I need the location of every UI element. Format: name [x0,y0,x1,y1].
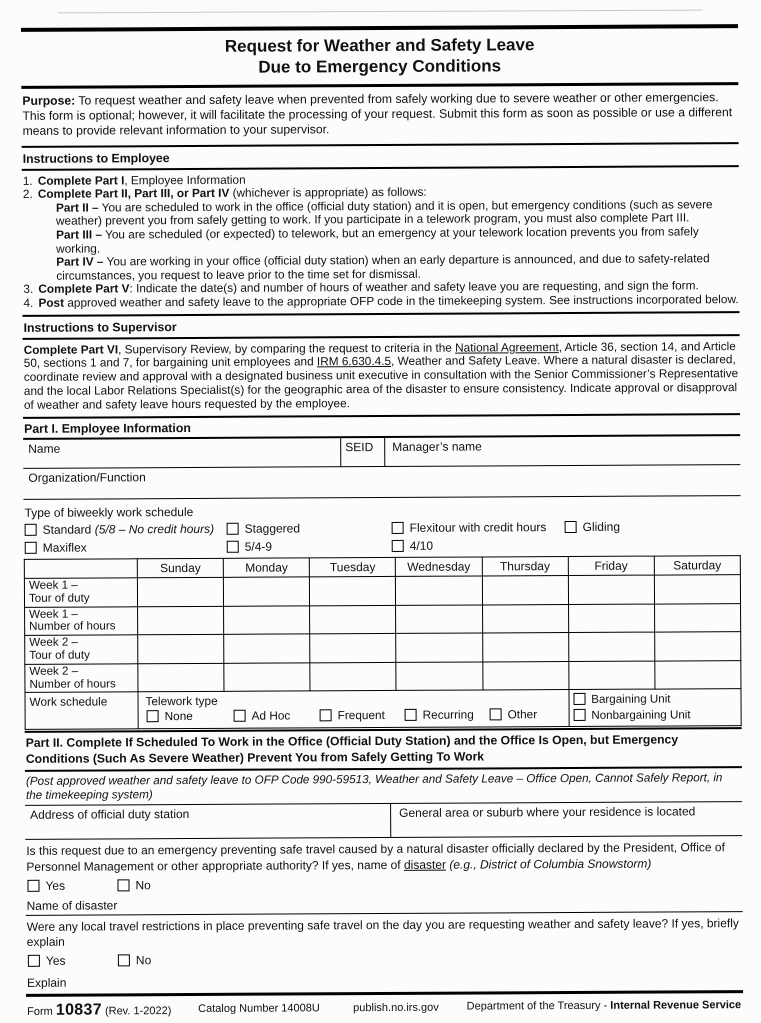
schedule-cell[interactable] [138,663,224,692]
purpose-text: To request weather and safety leave when prevented from safely working due to severe weather or other emergencies. This form is optional; however, it will facilitate the processing of your request. Submit this form as soon as possible or use a different means to provide relevant information to your supervisor. [22,90,733,139]
schedule-cell[interactable] [310,662,396,691]
schedule-option-flexitour [392,520,547,535]
managers-name-label: Manager’s name [392,439,482,455]
corner-cell [24,559,137,579]
standard-checkbox[interactable] [25,524,37,536]
disaster-example: (e.g., District of Columbia Snowstorm) [445,856,652,872]
schedule-cell[interactable] [224,663,310,692]
schedule-option-gliding [565,520,620,534]
item-bold: Part IV – [56,254,104,269]
work-schedule-row [25,689,741,730]
travel-restrictions-question: Were any local travel restrictions in place preventing safe travel on the day you are requesting weather and safety leave? If yes, briefly explain [26,915,739,949]
telework-none-checkbox[interactable] [147,711,159,723]
duty-station-address-label: Address of official duty station [30,807,190,823]
bargaining-unit-option [573,692,736,709]
bargaining-unit-cell [569,689,741,727]
schedule-cell[interactable] [224,577,310,606]
item-number: 4. [23,295,34,310]
item-bold: Complete Part I [37,172,125,188]
department-label: Department of the Treasury - [466,1000,611,1013]
schedule-option-standard [25,522,215,537]
item-bold: Part III – [56,227,103,242]
schedule-cell[interactable] [224,634,310,663]
five-four-nine-label: 5/4-9 [244,539,273,554]
part1-identity-row [23,436,740,469]
day-header: Thursday [482,557,568,576]
schedule-cell[interactable] [655,632,741,661]
supervisor-text: , Weather and Safety Leave. Where a natural disaster is declared, coordinate review and approval with a designated business unit executive in consultation with the Senior Commissioner’s Representative and the local Labor Relations Specialist(s) for the geographic area of the disaster to ensure consistency. Indicate approval or disapproval of weather and safety leave hours requested by the employee. [23,352,739,413]
item-text: approved weather and safety leave to the appropriate OFP code in the timekeeping system. See instructions incorporated below. [63,292,739,310]
schedule-option-4-10 [392,539,433,553]
row-label-line: Week 1 – [29,607,78,621]
telework-frequent-checkbox[interactable] [320,710,332,722]
seid-field[interactable] [341,438,385,466]
row-label-line: Week 1 – [28,578,78,592]
telework-other-label: Other [507,707,538,722]
travel-restrictions-yes-no [26,950,743,972]
supervisor-instructions [23,336,740,419]
item-number: 3. [23,282,34,297]
residence-area-field[interactable] [391,803,742,838]
gliding-checkbox[interactable] [565,521,577,533]
item-number: 2. [22,187,33,202]
day-header: Tuesday [310,558,396,577]
form-revision: (Rev. 1-2022) [101,1005,172,1018]
agency-label: Internal Revenue Service [610,999,742,1013]
standard-note: (5/8 – No credit hours) [94,521,215,537]
row-label-line: Week 2 – [29,635,79,650]
schedule-cell[interactable] [137,577,223,606]
schedule-cell[interactable] [396,633,482,662]
telework-option-recurring [405,708,474,722]
schedule-cell[interactable] [224,606,310,635]
supervisor-text: , Supervisory Review, by comparing the request to criteria in the [118,340,456,356]
schedule-cell[interactable] [654,575,740,604]
item-bold: Complete Part V [38,281,130,297]
yes-label: Yes [45,953,66,969]
telework-adhoc-label: Ad Hoc [251,708,291,724]
disaster-underline: disaster [403,857,447,872]
schedule-option-maxiflex [25,541,87,555]
disaster-question [25,837,742,875]
purpose-paragraph [21,85,738,147]
supervisor-instructions-heading: Instructions to Supervisor [23,313,740,340]
table-row [24,575,740,607]
telework-other-checkbox[interactable] [490,709,502,721]
maxiflex-checkbox[interactable] [25,542,37,554]
national-agreement-reference: National Agreement [455,339,559,355]
item-number: 1. [22,173,33,188]
disaster-no-checkbox[interactable] [117,879,129,891]
table-row [25,660,741,692]
telework-option-other [490,708,538,722]
form-footer [26,990,743,1020]
schedule-cell[interactable] [654,603,740,632]
schedule-type-options [24,518,741,556]
schedule-cell[interactable] [482,576,568,605]
nonbargaining-unit-option [573,708,736,725]
row-label-line: Number of hours [29,677,116,691]
day-header: Saturday [654,556,740,575]
flexitour-label: Flexitour with credit hours [409,520,547,535]
telework-adhoc-checkbox[interactable] [234,710,246,722]
flexitour-checkbox[interactable] [392,522,404,534]
staggered-checkbox[interactable] [227,523,239,535]
maxiflex-label: Maxiflex [42,540,87,555]
row-label-week1-tour [24,578,137,607]
travel-yes-option [28,954,66,968]
work-schedule-label: Work schedule [25,692,138,730]
form-title-line1: Request for Weather and Safety Leave [224,35,535,56]
five-four-nine-checkbox[interactable] [227,541,239,553]
supervisor-bold: Complete Part VI [23,341,119,357]
day-header: Monday [223,558,309,577]
telework-recurring-checkbox[interactable] [405,709,417,721]
part2-address-row [25,803,742,841]
disaster-yes-checkbox[interactable] [27,880,39,892]
part1-heading: Part I. Employee Information [23,415,740,440]
schedule-cell[interactable] [482,661,568,690]
travel-yes-checkbox[interactable] [28,955,40,967]
disaster-yes-no [25,875,742,897]
item-text: , Employee Information [124,172,246,187]
item-text: You are scheduled to work in the office (official duty station) and it is open, but emergency conditions (such as severe weather) prevent you from safely getting to work. If you participate in a telework program, you must also complete Part III. [55,197,713,229]
item-bold: Post [38,295,65,310]
organization-function-field[interactable] [23,465,740,500]
instruction-item-4 [23,293,739,310]
supervisor-text: , Article 36, section 14, and Article 50, sections 1 and 7, for bargaining unit employees and [23,338,736,371]
gliding-label: Gliding [582,519,621,535]
form-word: Form [27,1005,56,1019]
four-ten-checkbox[interactable] [392,540,404,552]
schedule-cell[interactable] [568,604,654,633]
catalog-number: Catalog Number 14008U [198,1002,320,1016]
row-label-week2-tour [25,635,138,664]
telework-option-adhoc [234,709,291,723]
organization-function-label: Organization/Function [28,470,146,485]
schedule-type-label: Type of biweekly work schedule [24,505,194,520]
bargaining-unit-label: Bargaining Unit [591,692,671,707]
telework-frequent-label: Frequent [337,708,385,723]
table-row [25,603,741,635]
schedule-cell[interactable] [396,662,482,691]
duty-station-address-field[interactable] [25,804,391,839]
telework-none-label: None [164,709,193,724]
telework-type-label: Telework type [145,694,218,709]
telework-option-frequent [320,708,385,722]
biweekly-schedule-table [24,555,742,730]
name-label: Name [28,441,61,456]
form-number: 10837 [55,1001,102,1019]
purpose-label: Purpose: [22,93,76,108]
disaster-question-text: Is this request due to an emergency preventing safe travel caused by a natural disaster officially declared by the President, Office of Personnel Management or other appropriate authority? If yes, name of [26,840,725,874]
row-label-week1-hours [25,606,138,635]
department-line [467,999,742,1012]
schedule-cell[interactable] [310,577,396,606]
seid-label: SEID [345,440,374,455]
name-field[interactable] [23,438,341,468]
schedule-cell[interactable] [568,575,654,604]
name-of-disaster-label: Name of disaster [26,898,118,913]
item-bold: Part II – [55,200,99,215]
no-label: No [135,953,152,968]
form-title [21,24,738,89]
form-number-block [27,1001,171,1020]
part2-heading: Part II. Complete If Scheduled To Work in the Office (Official Duty Station) and the Office Is Open, but Emergency Conditions (Such As Severe Weather) Prevent You from Safely Getting To Work [25,728,742,772]
row-label-line: Tour of duty [29,648,90,662]
schedule-option-staggered [227,522,300,536]
row-label-line: Number of hours [29,619,116,634]
no-label: No [135,878,151,893]
scan-artifact-line [58,10,703,14]
irm-reference: IRM 6.630.4.5 [316,354,392,369]
item-text: You are working in your office (official duty station) when an early departure is announced, and due to safety-related circumstances, you request to leave prior to the time set for dismissal. [56,251,710,283]
standard-label: Standard [42,522,95,537]
schedule-cell[interactable] [138,635,224,664]
nonbargaining-unit-checkbox[interactable] [573,709,585,721]
publish-site: publish.no.irs.gov [353,1001,439,1015]
bargaining-unit-checkbox[interactable] [573,693,585,705]
schedule-cell[interactable] [310,605,396,634]
schedule-cell[interactable] [482,633,568,662]
telework-recurring-label: Recurring [422,707,474,723]
schedule-cell[interactable] [655,660,741,689]
staggered-label: Staggered [244,521,301,536]
travel-no-option [118,953,151,967]
disaster-no-option [117,878,150,892]
item-text: : Indicate the date(s) and number of hours of weather and safety leave you are requesting, and sign the form. [129,278,699,296]
employee-instructions-heading: Instructions to Employee [22,144,739,171]
table-row [25,632,741,664]
travel-no-checkbox[interactable] [118,955,130,967]
schedule-cell[interactable] [568,632,654,661]
telework-option-none [147,709,193,723]
disaster-yes-option [27,879,65,893]
ofp-code-note: (Post approved weather and safety leave to OFP Code 990-59513, Weather and Safety Leave – Office Open, Cannot Safely Report, in the timekeeping system) [25,768,742,806]
form-title-line2: Due to Emergency Conditions [258,56,502,77]
row-label-line: Week 2 – [29,664,79,678]
residence-area-label: General area or suburb where your residence is located [399,804,696,821]
schedule-option-5-4-9 [227,540,272,554]
schedule-cell[interactable] [396,576,482,605]
schedule-cell[interactable] [569,661,655,690]
schedule-cell[interactable] [396,605,482,634]
telework-type-cell [138,690,569,729]
day-header: Sunday [137,558,223,577]
yes-label: Yes [45,878,66,893]
schedule-cell[interactable] [482,604,568,633]
item-text: (whichever is appropriate) as follows: [229,184,427,200]
row-label-line: Tour of duty [28,591,90,605]
day-header: Wednesday [396,557,482,576]
four-ten-label: 4/10 [409,538,434,553]
employee-instructions [22,167,740,317]
nonbargaining-unit-label: Nonbargaining Unit [591,708,691,723]
managers-name-field[interactable] [385,436,740,466]
schedule-cell[interactable] [310,634,396,663]
day-header: Friday [568,556,654,575]
row-label-week2-hours [25,664,138,693]
item-text: You are scheduled (or expected) to telework, but an emergency at your telework location prevents you from safely working. [56,224,699,256]
explain-label: Explain [26,975,67,991]
schedule-cell[interactable] [138,606,224,635]
item-bold: Complete Part II, Part III, or Part IV [37,185,230,201]
